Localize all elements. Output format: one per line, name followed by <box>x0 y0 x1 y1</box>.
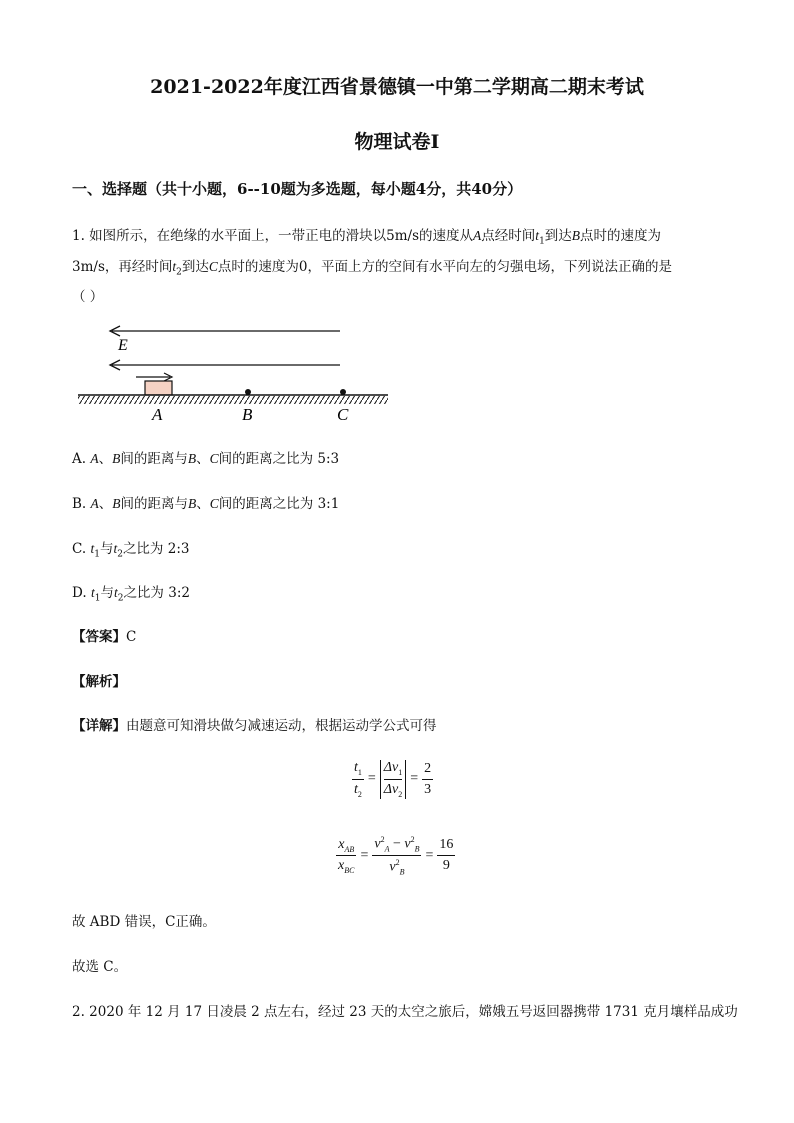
slider-block <box>145 381 172 395</box>
option-d: D. $t_1$与$t_2$之比为 3:2 <box>72 585 190 604</box>
option-c: C. $t_1$与$t_2$之比为 2:3 <box>72 541 190 560</box>
detail-text: 由题意可知滑块做匀减速运动，根据运动学公式可得 <box>126 718 437 734</box>
q1-answer-bracket: （ ） <box>72 289 104 305</box>
ground-hatching <box>78 396 388 404</box>
section-heading: 一、选择题（共十小题，6--10题为多选题，每小题4分，共40分） <box>72 180 523 198</box>
point-c-label: C <box>337 405 349 424</box>
velocity-arrow <box>136 373 172 381</box>
analysis-label: 【解析】 <box>72 674 126 690</box>
document-subtitle: 物理试卷I <box>354 131 440 153</box>
equation-time-ratio: $\frac{t_1}{t_2}$ = $\frac{\Delta v_1}{\Delta v_2}$ = $\frac{2}{3}$ <box>354 760 432 799</box>
point-a-label: A <box>152 405 163 424</box>
conclusion-line-2: 故选 C。 <box>72 959 128 975</box>
q1-line2: 3m/s，再经时间$t_2$到达C点时的速度为0，平面上方的空间有水平向左的匀强电场，下列说法正确的是 <box>72 259 672 278</box>
q1-figure <box>72 320 402 430</box>
point-b-label: B <box>242 405 253 424</box>
q1-line1: 1. 如图所示，在绝缘的水平面上，一带正电的滑块以5m/s的速度从A点经时间$t_1$到达B点时的速度为 <box>72 228 662 247</box>
equation-distance-ratio: $\frac{x_{AB}}{x_{BC}}$ = $\frac{v^2_A - v^2_B}{v^2_B}$ = $\frac{16}{9}$ <box>338 835 454 877</box>
field-line-top <box>110 326 340 336</box>
document-title: 2021-2022年度江西省景德镇一中第二学期高二期末考试 <box>150 76 644 98</box>
answer-value: C <box>126 629 137 645</box>
field-label: E <box>118 337 128 354</box>
answer-label: 【答案】 <box>72 629 126 645</box>
detail-line <box>72 714 437 734</box>
q2-line1: 2. 2020 年 12 月 17 日凌晨 2 点左右，经过 23 天的太空之旅后，嫦娥五号返回器携带 1731 克月壤样品成功 <box>72 1004 738 1020</box>
point-c-dot <box>340 389 346 395</box>
conclusion-line-1: 故 ABD 错误，C正确。 <box>72 914 216 930</box>
field-line-bottom <box>110 360 340 370</box>
option-a: A. A、B间的距离与B、C间的距离之比为 5:3 <box>72 451 340 467</box>
answer-line <box>72 625 136 645</box>
option-b: B. A、B间的距离与B、C间的距离之比为 3:1 <box>72 496 340 512</box>
detail-label: 【详解】 <box>72 718 126 734</box>
point-b-dot <box>245 389 251 395</box>
